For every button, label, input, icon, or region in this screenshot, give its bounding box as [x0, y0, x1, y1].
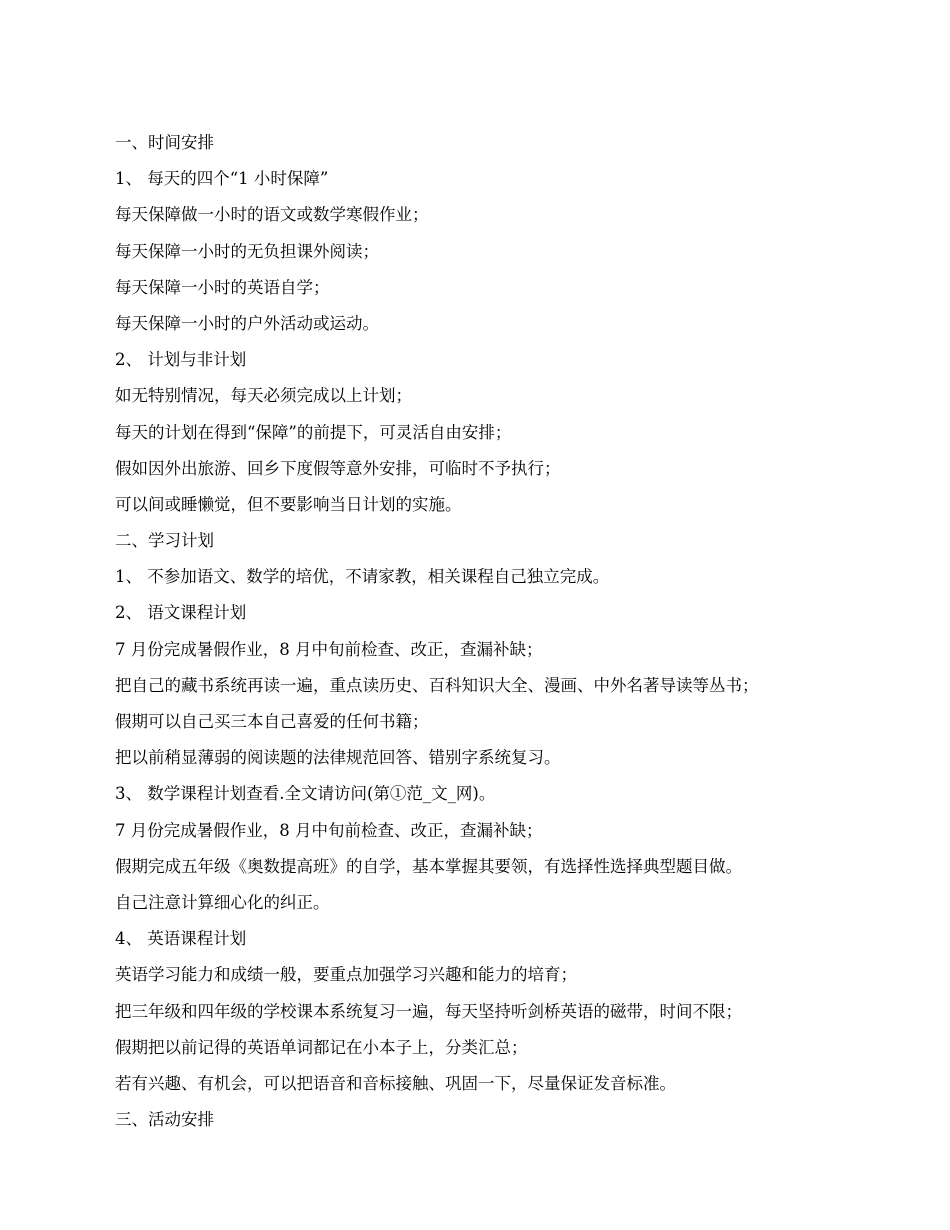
- text-line: 每天保障一小时的英语自学；: [115, 277, 330, 297]
- document-body: [115, 125, 935, 1138]
- section-heading-schedule: 一、时间安排: [115, 133, 214, 152]
- text-line: 每天保障一小时的户外活动或运动。: [115, 313, 379, 333]
- text-line: 假期完成五年级《奥数提高班》的自学，基本掌握其要领，有选择性选择典型题目做。: [115, 856, 742, 876]
- subheading-daily-guarantee: 1、 每天的四个“1 小时保障”: [115, 169, 329, 189]
- text-line: 把三年级和四年级的学校课本系统复习一遍，每天坚持听剑桥英语的磁带，时间不限；: [115, 1001, 742, 1021]
- text-line: 假期把以前记得的英语单词都记在小本子上，分类汇总；: [115, 1037, 528, 1057]
- subheading-plan: 2、 计划与非计划: [115, 350, 247, 370]
- text-line: 每天保障一小时的无负担课外阅读；: [115, 241, 379, 261]
- text-line: 英语学习能力和成绩一般，要重点加强学习兴趣和能力的培育；: [115, 965, 577, 985]
- section-heading-study-plan: 二、学习计划: [115, 531, 214, 551]
- subheading-chinese-plan: 2、 语文课程计划: [115, 603, 247, 623]
- subheading-english-plan: 4、 英语课程计划: [115, 929, 247, 949]
- text-line: 把自己的藏书系统再读一遍，重点读历史、百科知识大全、漫画、中外名著导读等丛书；: [115, 675, 759, 695]
- text-line: 自己注意计算细心化的纠正。: [115, 892, 330, 912]
- text-line: 每天保障做一小时的语文或数学寒假作业；: [115, 205, 429, 225]
- text-line: 若有兴趣、有机会，可以把语音和音标接触、巩固一下，尽量保证发音标准。: [115, 1073, 676, 1093]
- text-line: 如无特别情况，每天必须完成以上计划；: [115, 386, 412, 406]
- text-line: 7 月份完成暑假作业，8 月中旬前检查、改正，查漏补缺；: [115, 820, 543, 840]
- text-line: 可以间或睡懒觉，但不要影响当日计划的实施。: [115, 494, 462, 514]
- text-line: 假如因外出旅游、回乡下度假等意外安排，可临时不予执行；: [115, 458, 561, 478]
- text-line: 7 月份完成暑假作业，8 月中旬前检查、改正，查漏补缺；: [115, 639, 543, 659]
- text-line: 1、 不参加语文、数学的培优，不请家教，相关课程自己独立完成。: [115, 567, 610, 587]
- text-line: 把以前稍显薄弱的阅读题的法律规范回答、错别字系统复习。: [115, 748, 561, 768]
- text-line: 假期可以自己买三本自己喜爱的任何书籍；: [115, 712, 429, 731]
- text-line: 每天的计划在得到“保障”的前提下，可灵活自由安排；: [115, 422, 512, 442]
- subheading-math-plan: 3、 数学课程计划查看.全文请访问(第①范_文_网)。: [115, 784, 496, 804]
- section-heading-activities: 三、活动安排: [115, 1110, 214, 1130]
